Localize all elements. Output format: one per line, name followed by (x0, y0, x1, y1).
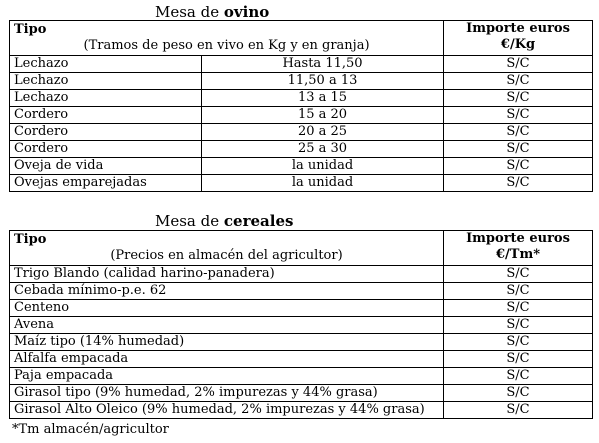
cereales-cell-tipo: Avena (10, 317, 444, 334)
ovino-cell-tramo: la unidad (202, 158, 444, 175)
ovino-header-tipo-label: Tipo (14, 22, 47, 37)
ovino-cell-tramo: 25 a 30 (202, 141, 444, 158)
ovino-cell-tipo: Lechazo (10, 90, 202, 107)
footnote: *Tm almacén/agricultor (12, 422, 169, 437)
cereales-header-subtitle: (Precios en almacén del agricultor) (110, 248, 343, 263)
cereales-title-bold: cereales (223, 212, 294, 230)
table-row (10, 368, 593, 385)
ovino-cell-importe: S/C (444, 124, 593, 141)
ovino-cell-tipo: Lechazo (10, 56, 202, 73)
table-row (10, 141, 593, 158)
ovino-cell-tipo: Oveja de vida (10, 158, 202, 175)
cereales-cell-tipo: Centeno (10, 300, 444, 317)
ovino-header-importe-line2: €/Kg (500, 37, 536, 52)
table-row (10, 124, 593, 141)
cereales-header-importe-line1: Importe euros (466, 231, 570, 246)
table-row (10, 351, 593, 368)
table-row (10, 90, 593, 107)
table-row (10, 300, 593, 317)
cereales-cell-importe: S/C (444, 317, 593, 334)
cereales-cell-tipo: Cebada mínimo-p.e. 62 (10, 283, 444, 300)
cereales-cell-tipo: Paja empacada (10, 368, 444, 385)
cereales-cell-importe: S/C (444, 300, 593, 317)
cereales-cell-tipo: Alfalfa empacada (10, 351, 444, 368)
table-row (10, 334, 593, 351)
ovino-cell-tramo: Hasta 11,50 (202, 56, 444, 73)
ovino-header-tipo (10, 21, 444, 56)
ovino-title-prefix: Mesa de (155, 3, 224, 21)
ovino-cell-importe: S/C (444, 107, 593, 124)
table-row (10, 56, 593, 73)
ovino-cell-tramo: 13 a 15 (202, 90, 444, 107)
ovino-cell-tramo: 11,50 a 13 (202, 73, 444, 90)
cereales-cell-importe: S/C (444, 402, 593, 419)
cereales-cell-importe: S/C (444, 283, 593, 300)
cereales-cell-importe: S/C (444, 266, 593, 283)
cereales-title-prefix: Mesa de (155, 212, 224, 230)
cereales-title (155, 212, 293, 230)
cereales-header-tipo (10, 231, 444, 266)
ovino-cell-importe: S/C (444, 56, 593, 73)
table-row (10, 317, 593, 334)
ovino-cell-tipo: Cordero (10, 107, 202, 124)
table-row (10, 107, 593, 124)
cereales-header-row (10, 231, 593, 266)
ovino-cell-tipo: Cordero (10, 141, 202, 158)
table-row (10, 175, 593, 192)
ovino-header-row (10, 21, 593, 56)
cereales-cell-importe: S/C (444, 385, 593, 402)
table-row (10, 158, 593, 175)
ovino-header-importe-line1: Importe euros (466, 21, 570, 36)
cereales-header-tipo-label: Tipo (14, 232, 47, 247)
ovino-cell-tramo: 15 a 20 (202, 107, 444, 124)
ovino-title (155, 3, 269, 21)
cereales-cell-tipo: Maíz tipo (14% humedad) (10, 334, 444, 351)
cereales-cell-importe: S/C (444, 368, 593, 385)
cereales-cell-importe: S/C (444, 334, 593, 351)
cereales-cell-tipo: Girasol tipo (9% humedad, 2% impurezas y 44% grasa) (10, 385, 444, 402)
ovino-cell-tramo: 20 a 25 (202, 124, 444, 141)
table-row (10, 73, 593, 90)
cereales-cell-tipo: Trigo Blando (calidad harino-panadera) (10, 266, 444, 283)
cereales-header-importe-line2: €/Tm* (495, 247, 541, 262)
cereales-cell-importe: S/C (444, 351, 593, 368)
ovino-cell-importe: S/C (444, 90, 593, 107)
ovino-cell-tipo: Cordero (10, 124, 202, 141)
ovino-header-importe (444, 21, 593, 56)
ovino-cell-importe: S/C (444, 141, 593, 158)
ovino-cell-tipo: Ovejas emparejadas (10, 175, 202, 192)
ovino-cell-tipo: Lechazo (10, 73, 202, 90)
ovino-cell-importe: S/C (444, 158, 593, 175)
table-row (10, 385, 593, 402)
ovino-cell-tramo: la unidad (202, 175, 444, 192)
ovino-cell-importe: S/C (444, 175, 593, 192)
cereales-cell-tipo: Girasol Alto Oleico (9% humedad, 2% impurezas y 44% grasa) (10, 402, 444, 419)
table-row (10, 266, 593, 283)
table-row (10, 283, 593, 300)
ovino-table (9, 20, 593, 192)
ovino-header-subtitle: (Tramos de peso en vivo en Kg y en granja) (83, 38, 370, 53)
ovino-cell-importe: S/C (444, 73, 593, 90)
ovino-title-bold: ovino (223, 3, 270, 21)
table-row (10, 402, 593, 419)
cereales-table (9, 230, 593, 419)
cereales-header-importe (444, 231, 593, 266)
